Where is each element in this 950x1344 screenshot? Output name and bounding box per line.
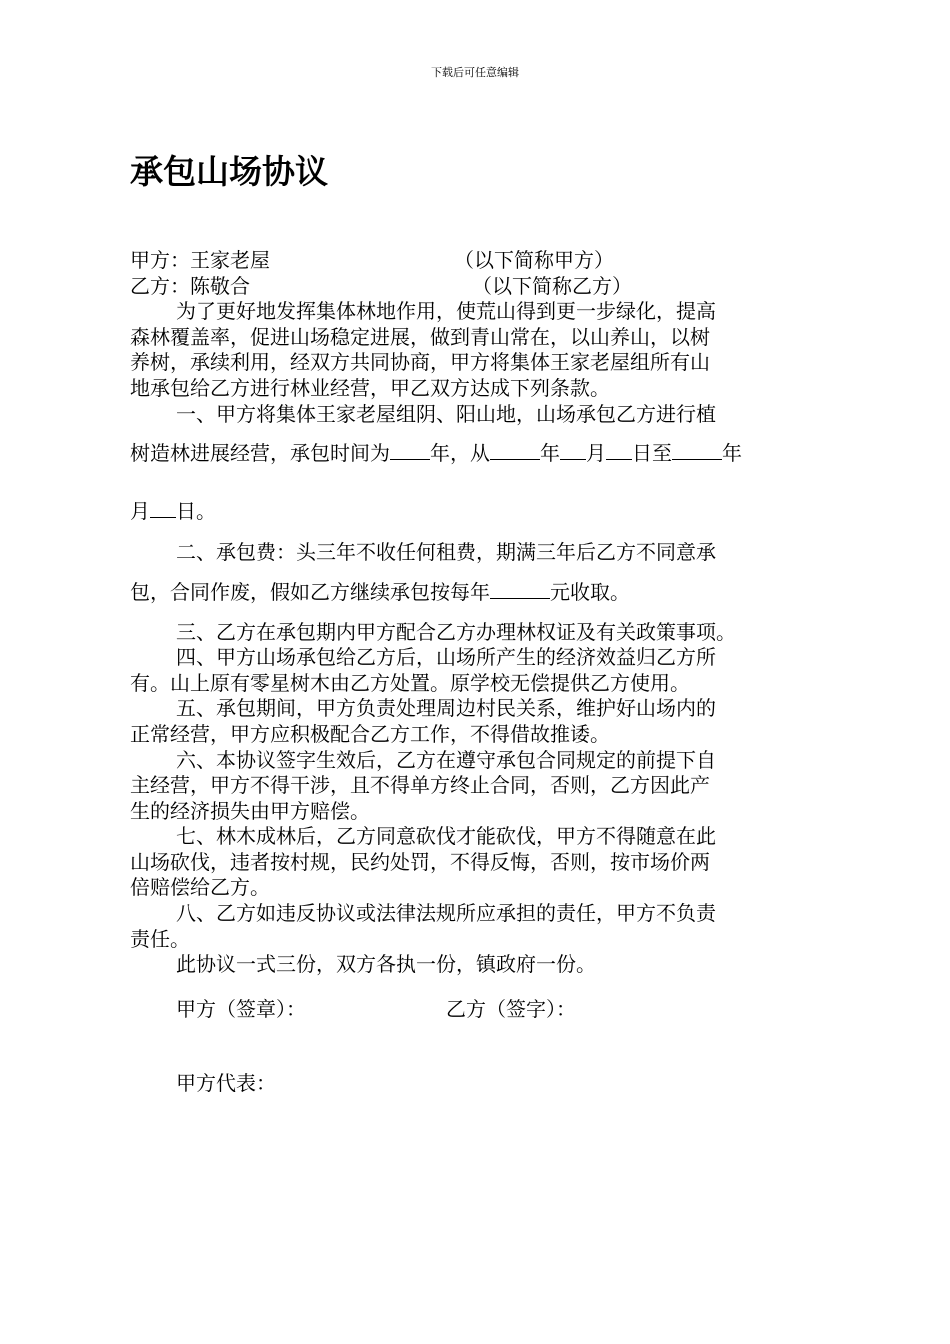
intro-line: 森林覆盖率，促进山场稳定进展，做到青山常在，以山养山，以树 xyxy=(130,324,710,349)
clause-2-fee-line xyxy=(130,578,830,604)
party-b-alias: （以下简称乙方） xyxy=(472,273,632,298)
clause-6-line: 六、本协议签字生效后，乙方在遵守承包合同规定的前提下自 xyxy=(176,747,716,772)
clause-6-line: 主经营，甲方不得干涉，且不得单方终止合同，否则，乙方因此产 xyxy=(130,773,710,798)
clause-1-end-line xyxy=(130,497,830,523)
page-header-note: 下载后可任意编辑 xyxy=(431,66,519,79)
clause-1-text: 年 xyxy=(722,441,742,466)
party-a-label: 甲方：王家老屋 xyxy=(130,248,270,272)
party-b-label: 乙方：陈敬合 xyxy=(130,273,250,298)
document-title: 承包山场协议 xyxy=(130,152,328,191)
clause-1-text: 年 xyxy=(540,441,560,466)
blank-fee xyxy=(490,578,550,599)
clause-7-line: 倍赔偿给乙方。 xyxy=(130,875,270,900)
clause-1-text: 月 xyxy=(586,441,606,466)
party-b-line xyxy=(130,274,830,300)
clause-2-line: 二、承包费：头三年不收任何租费，期满三年后乙方不同意承 xyxy=(176,540,716,565)
blank-start-year xyxy=(490,439,540,460)
clause-1-text: 日至 xyxy=(632,441,672,466)
blank-end-year xyxy=(672,439,722,460)
clause-3-line: 三、乙方在承包期内甲方配合乙方办理林权证及有关政策事项。 xyxy=(176,619,736,644)
clause-8-line: 八、乙方如违反协议或法律法规所应承担的责任，甲方不负责 xyxy=(176,901,716,926)
clause-1-text: 月 xyxy=(130,498,150,523)
clause-2-text: 包，合同作废，假如乙方继续承包按每年 xyxy=(130,579,490,604)
clause-8-line: 责任。 xyxy=(130,926,190,951)
party-a-alias: （以下简称甲方） xyxy=(454,248,614,272)
intro-line: 为了更好地发挥集体林地作用，使荒山得到更一步绿化，提高 xyxy=(176,299,716,324)
clause-7-line: 七、林木成林后，乙方同意砍伐才能砍伐，甲方不得随意在此 xyxy=(176,824,716,849)
party-a-signature-label: 甲方（签章）： xyxy=(176,997,306,1021)
party-a-line xyxy=(130,248,830,274)
blank-end-day xyxy=(150,497,176,518)
blank-start-day xyxy=(606,439,632,460)
clause-1-text: 树造林进展经营，承包时间为 xyxy=(130,441,390,466)
party-b-signature-label: 乙方（签字）： xyxy=(446,997,576,1021)
clause-4-line: 四、甲方山场承包给乙方后，山场所产生的经济效益归乙方所 xyxy=(176,645,716,670)
clause-1-term-line xyxy=(130,439,830,465)
clause-2-text: 元收取。 xyxy=(550,579,630,604)
document-body xyxy=(130,248,830,978)
clause-7-line: 山场砍伐，违者按村规，民约处罚，不得反悔，否则，按市场价两 xyxy=(130,849,710,874)
clause-5-line: 五、承包期间，甲方负责处理周边村民关系，维护好山场内的 xyxy=(176,696,716,721)
clause-4-line: 有。山上原有零星树木由乙方处置。原学校无偿提供乙方使用。 xyxy=(130,670,690,695)
intro-line: 地承包给乙方进行林业经营，甲乙双方达成下列条款。 xyxy=(130,375,610,400)
blank-years xyxy=(390,439,430,460)
clause-1-text: 日。 xyxy=(176,498,216,523)
party-a-representative-label: 甲方代表： xyxy=(176,1071,276,1095)
clause-5-line: 正常经营，甲方应积极配合乙方工作，不得借故推诿。 xyxy=(130,721,610,746)
clause-1-line: 一、甲方将集体王家老屋组阴、阳山地，山场承包乙方进行植 xyxy=(176,401,716,426)
clause-1-text: 年，从 xyxy=(430,441,490,466)
blank-start-month xyxy=(560,439,586,460)
copies-line: 此协议一式三份，双方各执一份，镇政府一份。 xyxy=(176,952,596,977)
clause-6-line: 生的经济损失由甲方赔偿。 xyxy=(130,798,370,823)
intro-line: 养树，承续利用，经双方共同协商，甲方将集体王家老屋组所有山 xyxy=(130,350,710,375)
